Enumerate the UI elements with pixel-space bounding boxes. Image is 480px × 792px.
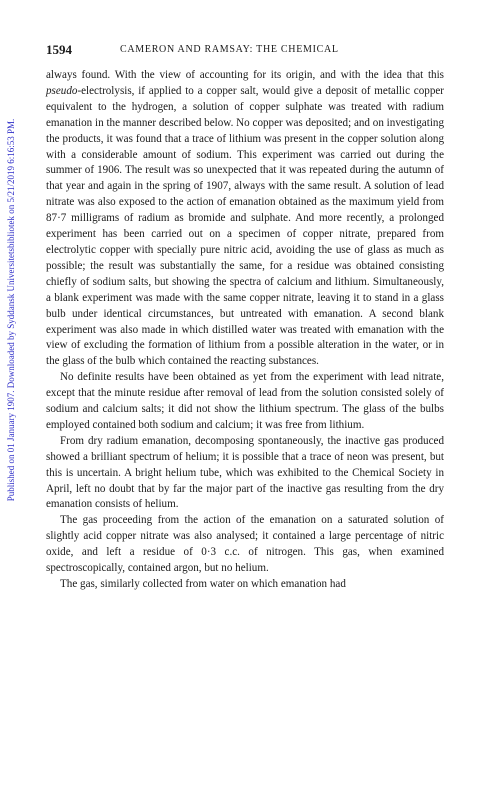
paragraph-3: From dry radium emanation, decomposing spontaneously, the inactive gas produced showed a brilliant spectrum of helium; it is possible that a trace of neon was present, but this is uncertain. A bright helium tube, which was exhibited to the Chemical Society in April, left no doubt that by far the major part of the inactive gas resulting from the dry emanation consists of helium.: [46, 434, 444, 511]
download-watermark-text: Published on 01 January 1907. Downloaded by Syddansk Universitetsbibliotek on 5/21/2019 6:16:53 PM.: [6, 118, 16, 502]
paragraph-1: always found. With the view of accounting for its origin, and with the idea that this pseudo-electrolysis, if applied to a copper salt, would give a deposit of metallic copper equivalent to the hydrogen, a solution of copper sulphate was treated with radium emanation in the manner described below. No copper was deposited; and on investigating the products, it was found that a trace of lithium was present in the copper solution along with a considerable amount of sodium. This experiment was carried out during the summer of 1906. The result was so unexpected that it was repeated during the autumn of that year and again in the spring of 1907, always with the same result. A solution of lead nitrate was also exposed to the action of emanation obtained as the maximum yield from 87·7 milligrams of radium as bromide and sulphate. And more recently, a prolonged experiment has been carried out on a specimen of copper nitrate, prepared from electrolytic copper with specially pure nitric acid, avoiding the use of glass as much as possible; the result was substantially the same, for a residue was obtained consisting chiefly of sodium salts, but showing the spectra of calcium and lithium. Simultaneously, a blank experiment was made with the same copper nitrate, leaving it to stand in a glass bulb under identical circumstances, but untreated with emanation. A second blank experiment was also made in which distilled water was treated with emanation with the view of excluding the formation of lithium from a possible alteration in the water, or in the glass of the bulb which contained the reacting substances.: [46, 69, 444, 368]
download-watermark: [4, 30, 18, 590]
paragraph-5: The gas, similarly collected from water on which emanation had: [60, 578, 346, 590]
body-text: [46, 68, 444, 593]
running-head: CAMERON AND RAMSAY: THE CHEMICAL: [120, 44, 339, 55]
page-number: 1594: [46, 42, 72, 57]
paragraph-2: No definite results have been obtained as yet from the experiment with lead nitrate, except that the minute residue after removal of lead from the solution consisted solely of sodium and calcium salts; it did not show the lithium spectrum. The glass of the bulbs employed contained both sodium and calcium; it was free from lithium.: [46, 371, 444, 431]
page-header: [46, 42, 446, 58]
paragraph-4: The gas proceeding from the action of the emanation on a saturated solution of slightly acid copper nitrate was also analysed; it contained a large percentage of nitric oxide, and left a residue of 0·3 c.c. of nitrogen. This gas, when examined spectroscopically, contained argon, but no helium.: [46, 514, 444, 575]
